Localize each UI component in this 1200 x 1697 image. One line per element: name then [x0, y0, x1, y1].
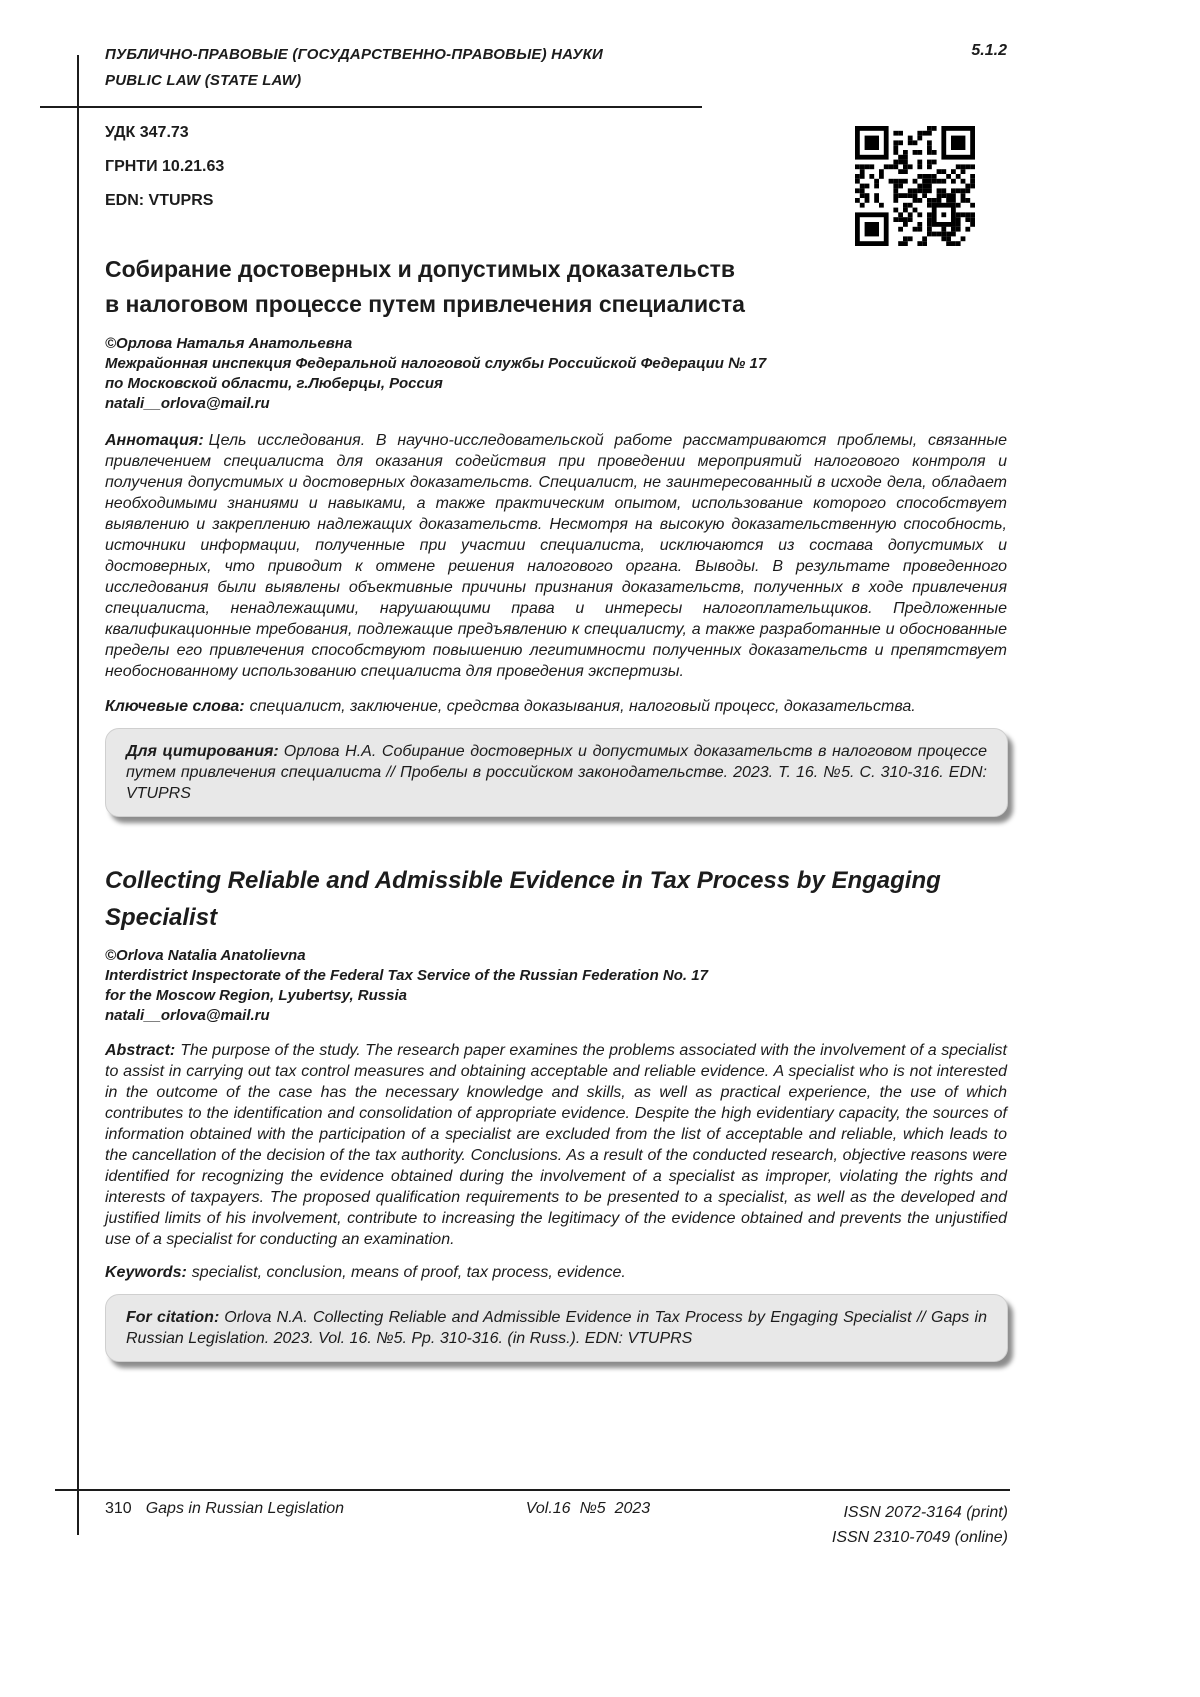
author-name-ru: ©Орлова Наталья Анатольевна — [105, 335, 353, 352]
article-title-en-line2: Specialist — [105, 904, 218, 931]
meta-block — [105, 124, 224, 226]
author-name-en: ©Orlova Natalia Anatolievna — [105, 947, 306, 964]
header — [105, 42, 1007, 94]
citation-en-text: Orlova N.A. Collecting Reliable and Admissible Evidence in Tax Process by Engaging Specialist // Gaps in Russian Legislation. 2023. Vol. 16. №5. Pp. 310-316. (in Russ.). EDN: VTUPRS — [126, 1309, 987, 1347]
affiliation-en-line2: for the Moscow Region, Lyubertsy, Russia — [105, 987, 407, 1004]
author-block-ru — [105, 334, 1007, 414]
article-title-en — [105, 862, 1007, 936]
grnti-code: ГРНТИ 10.21.63 — [105, 158, 225, 175]
issue-info: Vol.16 №5 2023 — [525, 1500, 651, 1517]
header-rule — [40, 106, 702, 108]
article-title-ru-line2: в налоговом процессе путем привлечения специалиста — [105, 291, 745, 317]
affiliation-en-line1: Interdistrict Inspectorate of the Federal Tax Service of the Russian Federation No. 17 — [105, 967, 708, 984]
section-code: 5.1.2 — [971, 42, 1007, 59]
udk-code: УДК 347.73 — [105, 124, 189, 141]
author-block-en — [105, 946, 1007, 1026]
edn-code: EDN: VTUPRS — [105, 192, 214, 209]
abstract-ru-label: Аннотация: — [105, 432, 204, 449]
article-title-en-line1: Collecting Reliable and Admissible Evidence in Tax Process by Engaging — [105, 867, 941, 894]
rubric-ru: ПУБЛИЧНО-ПРАВОВЫЕ (ГОСУДАРСТВЕННО-ПРАВОВЫЕ) НАУКИ — [105, 46, 604, 63]
issn-block — [832, 1500, 1008, 1550]
footer-left — [105, 1500, 344, 1518]
abstract-en — [105, 1040, 1007, 1250]
affiliation-ru-line1: Межрайонная инспекция Федеральной налоговой службы Российской Федерации № 17 — [105, 355, 767, 372]
author-email-en: natali__orlova@mail.ru — [105, 1007, 270, 1024]
rubric-en: PUBLIC LAW (STATE LAW) — [105, 72, 302, 89]
citation-en — [126, 1307, 987, 1349]
citation-box-en — [105, 1294, 1008, 1362]
keywords-ru-label: Ключевые слова: — [105, 698, 245, 715]
citation-en-label: For citation: — [126, 1309, 220, 1326]
abstract-ru-text: Цель исследования. В научно-исследовательской работе рассматриваются проблемы, связанные привлечением специалиста для оказания содействия при проведении мероприятий налогового контроля и получения допустимых и достоверных доказательств. Специалист, не заинтересованный в исходе дела, обладает необходимыми знаниями и навыками, а также практическим опытом, использование которого способствует выявлению и закреплению надлежащих доказательств. Несмотря на высокую доказательственную способность, источники информации, полученные при участии специалиста, исключаются из состава допустимых и достоверных, что приводит к отмене решения налогового органа. Выводы. В результате проведенного исследования были выявлены объективные причины признания доказательств, полученных в ходе привлечения специалиста, ненадлежащими, нарушающими права и интересы налогоплательщиков. Предложенные квалификационные требования, подлежащие предъявлению к специалисту, а также разработанные и обоснованные пределы его привлечения способствуют повышению легитимности полученных доказательств и препятствует необоснованному использованию специалиста для проведения экспертизы. — [105, 432, 1007, 680]
article-title-ru — [105, 252, 1007, 322]
keywords-en-text: specialist, conclusion, means of proof, tax process, evidence. — [191, 1264, 626, 1281]
keywords-ru — [105, 696, 1007, 717]
keywords-ru-text: специалист, заключение, средства доказывания, налоговый процесс, доказательства. — [249, 698, 916, 715]
citation-box-ru — [105, 728, 1008, 817]
page-number: 310 — [105, 1500, 132, 1517]
qr-code — [855, 126, 975, 246]
keywords-en — [105, 1262, 1007, 1283]
journal-name: Gaps in Russian Legislation — [145, 1500, 345, 1517]
affiliation-ru-line2: по Московской области, г.Люберцы, Россия — [105, 375, 443, 392]
citation-ru-label: Для цитирования: — [126, 743, 279, 760]
citation-ru-text: Орлова Н.А. Собирание достоверных и допустимых доказательств в налоговом процессе путем привлечения специалиста // Пробелы в российском законодательстве. 2023. Т. 16. №5. С. 310-316. EDN: VTUPRS — [126, 743, 988, 802]
keywords-en-label: Keywords: — [105, 1264, 187, 1281]
author-email-ru: natali__orlova@mail.ru — [105, 395, 270, 412]
issn-print: ISSN 2072-3164 (print) — [843, 1504, 1008, 1521]
abstract-en-label: Abstract: — [105, 1042, 176, 1059]
footer-rule — [55, 1489, 1010, 1491]
left-rule — [77, 55, 79, 1535]
citation-ru — [126, 741, 987, 804]
article-title-ru-line1: Собирание достоверных и допустимых доказательств — [105, 256, 736, 282]
header-rubrics — [105, 42, 603, 94]
footer — [105, 1500, 1008, 1550]
abstract-ru — [105, 430, 1007, 682]
abstract-en-text: The purpose of the study. The research paper examines the problems associated with the involvement of a specialist to assist in carrying out tax control measures and obtaining acceptable and reliable evidence. A specialist who is not interested in the outcome of the case has the necessary knowledge and skills, as well as practical experience, the use of which contributes to the identification and consolidation of appropriate evidence. Despite the high evidentiary capacity, the sources of information obtained with the participation of a specialist are excluded from the list of acceptable and reliable, which leads to the cancellation of the decision of the tax authority. Conclusions. As a result of the conducted research, objective reasons were identified for recognizing the evidence obtained during the involvement of a specialist as improper, violating the rights and interests of taxpayers. The proposed qualification requirements to be presented to a specialist, as well as the developed and justified limits of his involvement, contribute to increasing the legitimacy of the evidence obtained and prevents the unjustified use of a specialist for conducting an examination. — [105, 1042, 1007, 1248]
issn-online: ISSN 2310-7049 (online) — [831, 1529, 1008, 1546]
